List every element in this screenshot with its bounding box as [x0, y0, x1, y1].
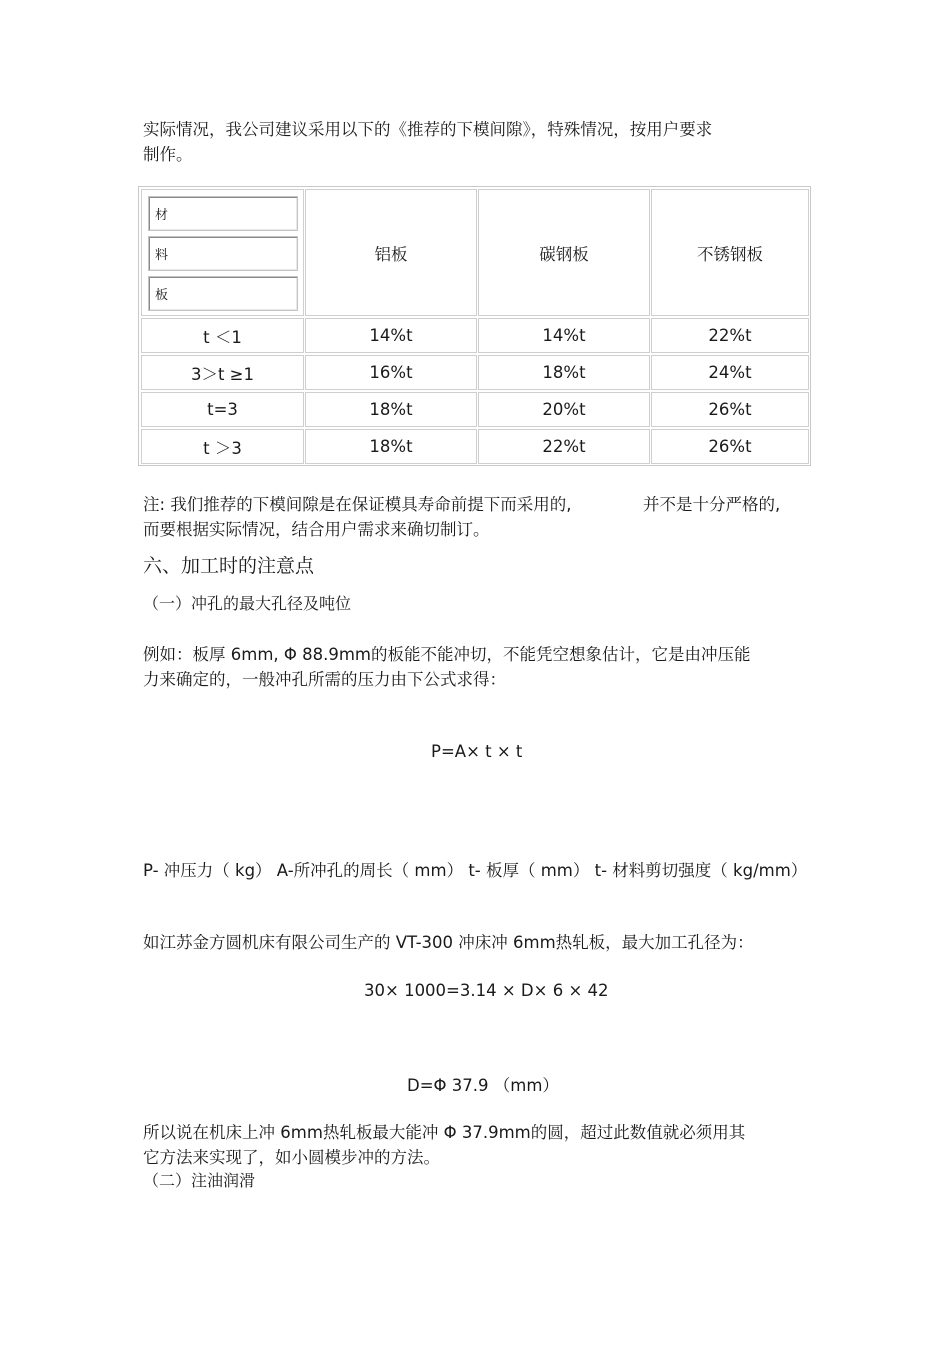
row1-aluminum: 14%t	[305, 318, 477, 353]
header-stainless-steel: 不锈钢板	[651, 189, 809, 316]
row4-thickness: t ＞3	[141, 429, 304, 464]
corner-label-3: 板	[148, 276, 298, 311]
row2-aluminum: 16%t	[305, 355, 477, 390]
row4-carbon: 22%t	[478, 429, 650, 464]
row4-aluminum: 18%t	[305, 429, 477, 464]
example-line-1: 例如：板厚 6mm, Φ 88.9mm的板能不能冲切，不能凭空想象估计，它是由冲压能	[143, 645, 751, 664]
row1-stainless: 22%t	[651, 318, 809, 353]
row3-aluminum: 18%t	[305, 392, 477, 427]
corner-cell	[141, 189, 304, 316]
pressure-formula: P=A× t × t	[431, 742, 523, 761]
row3-stainless: 26%t	[651, 392, 809, 427]
row1-thickness: t ＜1	[141, 318, 304, 353]
row4-stainless: 26%t	[651, 429, 809, 464]
intro-line-1: 实际情况，我公司建议采用以下的《推荐的下模间隙》，特殊情况，按用户要求	[143, 120, 713, 139]
header-aluminum: 铝板	[305, 189, 477, 316]
conclusion-line-2: 它方法来实现了，如小圆模步冲的方法。	[143, 1148, 440, 1167]
calculation-formula: 30× 1000=3.14 × D× 6 × 42	[364, 981, 609, 1000]
row3-carbon: 20%t	[478, 392, 650, 427]
example-line-2: 力来确定的，一般冲孔所需的压力由下公式求得：	[143, 670, 506, 689]
note-line-2: 而要根据实际情况，结合用户需求来确切制订。	[143, 520, 490, 539]
header-carbon-steel: 碳钢板	[478, 189, 650, 316]
formula-legend: P- 冲压力（ kg） A-所冲孔的周长（ mm） t- 板厚（ mm） t- 材料剪切强度（ kg/mm）	[143, 861, 808, 880]
row2-carbon: 18%t	[478, 355, 650, 390]
example-machine-line: 如江苏金方圆机床有限公司生产的 VT-300 冲床冲 6mm热轧板，最大加工孔径为：	[143, 933, 754, 952]
row3-thickness: t=3	[141, 392, 304, 427]
conclusion-line-1: 所以说在机床上冲 6mm热轧板最大能冲 Φ 37.9mm的圆，超过此数值就必须用其	[143, 1123, 746, 1142]
row2-stainless: 24%t	[651, 355, 809, 390]
intro-line-2: 制作。	[143, 145, 193, 164]
note-line-1b: 并不是十分严格的,	[643, 495, 781, 514]
corner-label-1: 材	[148, 196, 298, 231]
subsection-2-heading: （二）注油润滑	[143, 1171, 256, 1190]
corner-label-2: 料	[148, 236, 298, 271]
result-formula: D=Φ 37.9 （mm）	[407, 1076, 559, 1095]
row2-thickness: 3＞t ≥1	[141, 355, 304, 390]
section-6-heading: 六、加工时的注意点	[143, 555, 315, 577]
row1-carbon: 14%t	[478, 318, 650, 353]
subsection-1-heading: （一）冲孔的最大孔径及吨位	[143, 594, 352, 613]
note-line-1a: 注: 我们推荐的下模间隙是在保证模具寿命前提下而采用的,	[143, 495, 572, 514]
clearance-table	[138, 186, 811, 466]
